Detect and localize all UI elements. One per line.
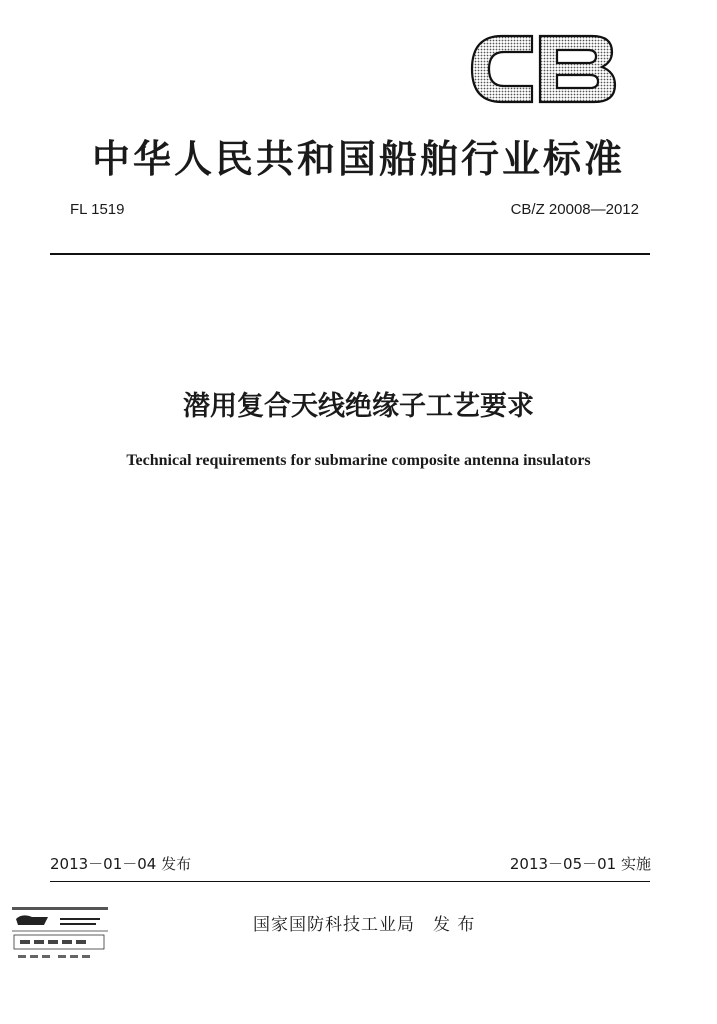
document-title-chinese: 潜用复合天线绝缘子工艺要求 [183,391,534,422]
implementation-date: 2013－05－01 实施 [509,855,651,873]
cb-logo [468,30,618,108]
issue-date: 2013－01－04 发布 [50,855,192,873]
fl-code: FL 1519 [70,201,125,218]
header-divider [50,253,650,255]
anti-counterfeit-stamp [10,905,110,967]
publisher: 国家国防科技工业局 发 布 [253,915,476,935]
standard-category-title: 中华人民共和国船舶行业标准 [91,137,625,181]
footer-divider [50,881,650,882]
document-title-english: Technical requirements for submarine composite antenna insulators [126,452,591,469]
standard-number: CB/Z 20008—2012 [510,201,639,218]
